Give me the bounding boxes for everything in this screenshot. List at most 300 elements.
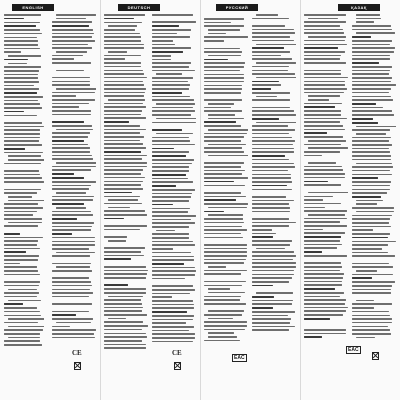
text-line xyxy=(4,126,44,128)
text-line xyxy=(52,241,95,243)
text-line xyxy=(104,55,141,57)
text-line xyxy=(104,125,140,127)
text-line xyxy=(152,110,195,112)
text-line xyxy=(104,307,143,309)
text-line xyxy=(252,214,296,216)
text-line xyxy=(152,155,186,157)
text-line xyxy=(252,240,292,242)
text-line xyxy=(52,292,93,294)
text-line xyxy=(104,218,124,220)
text-line xyxy=(304,196,333,198)
text-line xyxy=(204,222,244,224)
text-line xyxy=(304,284,342,286)
text-line xyxy=(252,36,290,38)
text-line xyxy=(52,106,79,108)
text-line xyxy=(4,51,21,53)
text-line xyxy=(152,222,195,224)
text-line xyxy=(52,33,94,35)
text-line xyxy=(304,81,345,83)
text-line xyxy=(4,303,23,305)
text-line xyxy=(352,118,373,120)
text-line xyxy=(4,166,44,168)
text-line xyxy=(52,99,95,101)
text-line xyxy=(104,44,144,46)
text-line xyxy=(308,99,329,101)
weee-bin-icon xyxy=(174,362,181,370)
text-line xyxy=(352,311,389,313)
text-line xyxy=(104,14,145,16)
text-line xyxy=(304,55,341,57)
text-line xyxy=(52,21,92,23)
text-line xyxy=(4,66,41,68)
text-line xyxy=(4,322,38,324)
text-line xyxy=(252,88,271,90)
text-line xyxy=(4,203,38,205)
text-line xyxy=(52,147,90,149)
text-line xyxy=(52,73,96,75)
text-line xyxy=(252,311,295,313)
text-line xyxy=(304,84,345,86)
text-line xyxy=(204,251,247,253)
text-line xyxy=(4,170,39,172)
text-line xyxy=(152,181,193,183)
text-line xyxy=(52,188,89,190)
text-line xyxy=(152,244,195,246)
text-line xyxy=(352,155,391,157)
text-line xyxy=(52,95,76,97)
text-line xyxy=(152,285,193,287)
text-line xyxy=(304,129,345,131)
text-line xyxy=(352,73,389,75)
text-line xyxy=(4,25,36,27)
text-line xyxy=(204,262,244,264)
text-line xyxy=(204,211,224,213)
text-line xyxy=(104,95,144,97)
text-line xyxy=(252,137,292,139)
text-line xyxy=(204,285,242,287)
text-line xyxy=(152,36,190,38)
text-line xyxy=(252,326,295,328)
text-line xyxy=(352,215,392,217)
text-column xyxy=(4,14,44,350)
text-line xyxy=(4,192,37,194)
text-line xyxy=(52,121,84,123)
text-line xyxy=(304,73,341,75)
text-line xyxy=(4,233,20,235)
text-line xyxy=(304,106,335,108)
text-line xyxy=(52,311,89,313)
text-line xyxy=(56,88,96,90)
text-line xyxy=(352,166,393,168)
text-line xyxy=(152,319,193,321)
text-line xyxy=(352,77,392,79)
text-line xyxy=(52,263,91,265)
text-line xyxy=(204,177,248,179)
text-line xyxy=(104,284,128,286)
text-line xyxy=(8,159,44,161)
text-line xyxy=(152,163,192,165)
text-line xyxy=(252,73,295,75)
text-line xyxy=(208,55,241,57)
text-line xyxy=(52,155,92,157)
text-line xyxy=(252,270,294,272)
text-line xyxy=(252,281,289,283)
text-line xyxy=(252,148,294,150)
text-line xyxy=(104,81,143,83)
text-line xyxy=(256,44,296,46)
text-line xyxy=(204,121,236,123)
text-line xyxy=(104,303,142,305)
text-line xyxy=(104,114,141,116)
text-line xyxy=(304,199,323,201)
text-line xyxy=(4,266,37,268)
text-line xyxy=(4,185,44,187)
text-line xyxy=(152,211,188,213)
text-line xyxy=(352,25,391,27)
text-line xyxy=(52,199,93,201)
text-line xyxy=(152,326,194,328)
text-line xyxy=(352,248,382,250)
text-line xyxy=(304,136,343,138)
text-line xyxy=(52,110,91,112)
text-line xyxy=(252,29,294,31)
text-line xyxy=(52,289,90,291)
text-line xyxy=(204,59,228,61)
text-line xyxy=(52,237,95,239)
text-line xyxy=(104,336,147,338)
text-line xyxy=(252,181,292,183)
text-line xyxy=(152,304,194,306)
text-line xyxy=(204,66,244,68)
text-line xyxy=(204,233,241,235)
text-line xyxy=(304,251,322,253)
text-line xyxy=(4,255,39,257)
text-column xyxy=(352,14,396,344)
text-line xyxy=(204,277,248,279)
text-line xyxy=(152,248,173,250)
text-line xyxy=(152,185,176,187)
text-line xyxy=(356,211,394,213)
text-line xyxy=(152,148,174,150)
text-line xyxy=(4,129,40,131)
text-line xyxy=(308,95,340,97)
text-line xyxy=(4,22,40,24)
text-line xyxy=(152,193,192,195)
text-line xyxy=(208,144,246,146)
text-line xyxy=(8,63,27,65)
text-line xyxy=(252,129,295,131)
text-line xyxy=(56,192,86,194)
text-line xyxy=(352,107,383,109)
text-line xyxy=(304,32,344,34)
text-line xyxy=(4,244,37,246)
text-line xyxy=(252,185,287,187)
text-line xyxy=(104,162,147,164)
text-line xyxy=(352,58,390,60)
text-line xyxy=(252,200,294,202)
text-line xyxy=(252,103,296,105)
text-line xyxy=(104,192,132,194)
text-line xyxy=(104,247,145,249)
text-line xyxy=(304,296,340,298)
text-line xyxy=(52,125,92,127)
text-column xyxy=(252,14,296,334)
text-line xyxy=(152,47,191,49)
text-line xyxy=(108,240,126,242)
text-line xyxy=(304,255,347,257)
text-line xyxy=(304,203,341,205)
text-line xyxy=(104,117,146,119)
panel-header-russian: РУССКИЙ xyxy=(216,4,258,11)
text-line xyxy=(152,341,193,343)
text-line xyxy=(304,177,345,179)
text-line xyxy=(104,47,144,49)
text-line xyxy=(104,325,148,327)
text-line xyxy=(4,144,42,146)
text-line xyxy=(104,258,131,260)
text-line xyxy=(252,107,290,109)
text-line xyxy=(304,229,323,231)
text-line xyxy=(252,151,294,153)
text-line xyxy=(104,288,146,290)
text-line xyxy=(152,293,190,295)
text-line xyxy=(204,240,248,242)
text-line xyxy=(152,144,195,146)
text-line xyxy=(4,285,39,287)
text-line xyxy=(352,170,390,172)
text-line xyxy=(204,185,245,187)
text-line xyxy=(304,307,348,309)
text-line xyxy=(56,207,86,209)
text-line xyxy=(152,307,194,309)
text-line xyxy=(152,151,189,153)
text-line xyxy=(152,278,185,280)
text-line xyxy=(352,285,392,287)
text-line xyxy=(204,25,244,27)
text-line xyxy=(104,321,143,323)
text-line xyxy=(252,51,290,53)
text-line xyxy=(52,55,83,57)
text-line xyxy=(252,262,296,264)
text-line xyxy=(152,99,194,101)
text-line xyxy=(352,229,373,231)
text-line xyxy=(352,196,381,198)
text-line xyxy=(352,62,379,64)
text-line xyxy=(352,252,388,254)
fold-line xyxy=(300,0,301,400)
text-line xyxy=(152,204,173,206)
text-line xyxy=(308,36,346,38)
text-line xyxy=(52,44,88,46)
text-line xyxy=(56,252,95,254)
text-line xyxy=(52,274,96,276)
text-line xyxy=(208,118,244,120)
text-line xyxy=(152,289,195,291)
text-line xyxy=(252,81,279,83)
text-line xyxy=(304,132,327,134)
text-line xyxy=(304,58,340,60)
text-line xyxy=(152,125,196,127)
text-line xyxy=(304,151,340,153)
text-line xyxy=(204,325,247,327)
text-line xyxy=(156,118,196,120)
text-line xyxy=(152,62,191,64)
text-line xyxy=(52,277,89,279)
text-line xyxy=(152,59,171,61)
text-line xyxy=(152,140,190,142)
text-line xyxy=(104,110,142,112)
text-line xyxy=(352,241,396,243)
text-line xyxy=(4,340,40,342)
text-line xyxy=(104,70,143,72)
text-line xyxy=(152,337,195,339)
text-line xyxy=(4,307,37,309)
text-line xyxy=(304,88,347,90)
text-line xyxy=(256,62,296,64)
text-line xyxy=(152,296,172,298)
text-line xyxy=(204,296,241,298)
text-line xyxy=(356,270,377,272)
text-line xyxy=(208,214,243,216)
text-line xyxy=(352,192,387,194)
text-line xyxy=(304,240,340,242)
text-line xyxy=(152,25,179,27)
text-line xyxy=(152,92,182,94)
text-line xyxy=(52,233,72,235)
text-line xyxy=(304,336,322,338)
text-line xyxy=(304,270,340,272)
text-line xyxy=(4,211,37,213)
text-line xyxy=(4,37,37,39)
text-line xyxy=(8,289,37,291)
text-line xyxy=(152,333,195,335)
text-line xyxy=(104,203,142,205)
text-line xyxy=(52,222,94,224)
text-column xyxy=(52,14,96,344)
text-line xyxy=(4,148,25,150)
text-line xyxy=(356,21,374,23)
text-line xyxy=(104,266,146,268)
text-line xyxy=(104,136,144,138)
text-line xyxy=(52,255,90,257)
text-line xyxy=(204,170,245,172)
text-line xyxy=(52,166,96,168)
text-line xyxy=(352,318,392,320)
text-line xyxy=(252,315,288,317)
text-line xyxy=(252,114,296,116)
text-line xyxy=(352,81,391,83)
text-line xyxy=(352,92,389,94)
text-line xyxy=(152,219,191,221)
text-line xyxy=(304,121,340,123)
text-line xyxy=(304,21,346,23)
text-line xyxy=(204,51,242,53)
text-line xyxy=(204,273,241,275)
text-line xyxy=(4,270,38,272)
text-line xyxy=(208,103,234,105)
fold-line xyxy=(100,0,101,400)
text-line xyxy=(252,174,291,176)
text-line xyxy=(204,110,242,112)
text-line xyxy=(152,256,194,258)
text-line xyxy=(4,118,44,120)
text-line xyxy=(304,273,344,275)
text-line xyxy=(352,237,388,239)
text-line xyxy=(104,143,143,145)
panel-header-kazakh: ҚАЗАҚ xyxy=(338,4,380,11)
text-line xyxy=(4,189,41,191)
text-line xyxy=(352,189,390,191)
text-line xyxy=(4,333,40,335)
text-line xyxy=(252,110,294,112)
text-line xyxy=(352,259,396,261)
text-line xyxy=(152,267,195,269)
text-line xyxy=(304,155,322,157)
text-line xyxy=(304,47,338,49)
text-line xyxy=(52,25,89,27)
text-line xyxy=(252,21,296,23)
text-line xyxy=(104,92,145,94)
text-line xyxy=(4,18,24,20)
text-line xyxy=(104,277,146,279)
text-line xyxy=(104,169,143,171)
text-line xyxy=(304,66,348,68)
text-line xyxy=(304,299,346,301)
text-line xyxy=(252,233,276,235)
text-line xyxy=(104,233,148,235)
text-line xyxy=(4,85,34,87)
text-line xyxy=(204,96,248,98)
text-line xyxy=(104,84,144,86)
text-line xyxy=(204,248,247,250)
text-line xyxy=(52,259,96,261)
text-line xyxy=(52,81,90,83)
text-line xyxy=(352,274,393,276)
text-line xyxy=(256,14,278,16)
text-line xyxy=(152,107,193,109)
text-line xyxy=(204,203,248,205)
text-line xyxy=(252,192,296,194)
text-line xyxy=(304,158,348,160)
text-line xyxy=(252,300,293,302)
text-line xyxy=(352,244,388,246)
text-line xyxy=(356,300,374,302)
text-line xyxy=(52,218,77,220)
text-line xyxy=(252,236,273,238)
text-line xyxy=(204,299,240,301)
text-line xyxy=(52,136,88,138)
text-line xyxy=(352,44,390,46)
text-line xyxy=(152,40,173,42)
text-line xyxy=(104,77,147,79)
text-line xyxy=(108,51,127,53)
text-line xyxy=(252,189,292,191)
text-line xyxy=(52,114,91,116)
text-line xyxy=(56,266,90,268)
text-line xyxy=(252,285,273,287)
text-line xyxy=(152,137,189,139)
text-line xyxy=(52,36,92,38)
text-line xyxy=(152,29,191,31)
text-line xyxy=(52,158,93,160)
text-line xyxy=(356,126,396,128)
text-line xyxy=(304,188,348,190)
text-line xyxy=(304,62,346,64)
text-line xyxy=(52,177,84,179)
text-line xyxy=(4,59,28,61)
text-line xyxy=(252,66,289,68)
text-line xyxy=(104,177,145,179)
